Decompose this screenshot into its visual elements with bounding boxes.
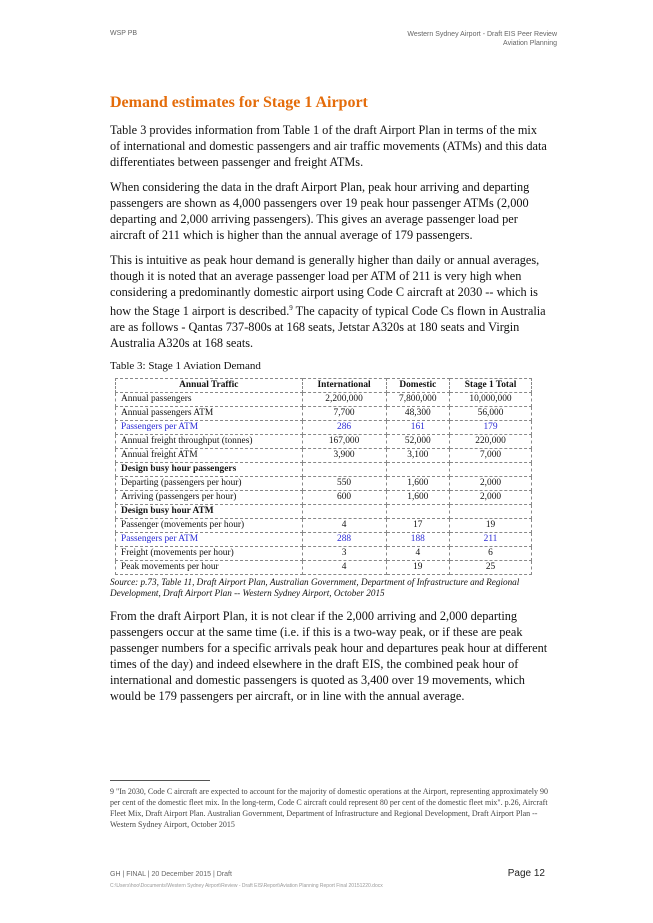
table-cell-total: 10,000,000	[450, 393, 532, 407]
paragraph-3	[110, 252, 550, 351]
table-cell-domestic: 161	[386, 421, 450, 435]
table-row	[116, 421, 532, 435]
table-cell-domestic: 1,600	[386, 491, 450, 505]
table-row-label: Freight (movements per hour)	[116, 547, 303, 561]
table-cell-domestic: 4	[386, 547, 450, 561]
table-row	[116, 491, 532, 505]
table-row-label: Arriving (passengers per hour)	[116, 491, 303, 505]
table-cell-international: 4	[302, 561, 386, 575]
table-row	[116, 477, 532, 491]
main-content	[110, 94, 550, 713]
table-cell-total: 220,000	[450, 435, 532, 449]
paragraph-3-after: The capacity of typical Code Cs flown in Australia are as follows - Qantas 737-800s at 168 seats, Jetstar A320s at 180 seats and Virgin Australia A320s at 168 seats.	[110, 304, 546, 351]
table-cell-domestic: 1,600	[386, 477, 450, 491]
table-cell-total: 19	[450, 519, 532, 533]
table-header-row	[116, 379, 532, 393]
table-row	[116, 393, 532, 407]
table-empty-cell	[302, 505, 386, 519]
table-row-label: Departing (passengers per hour)	[116, 477, 303, 491]
footnote-9: 9 "In 2030, Code C aircraft are expected to account for the majority of domestic operations at the Airport, representing approximately 90 per cent of the domestic fleet mix. In the long-term, Code C aircraft could represent 80 per cent of the domestic fleet mix". p.26, Aircraft Fleet Mix, Draft Airport Plan. Australian Government, Department of Infrastructure and Regional Development, Draft Airport Plan -- Western Sydney Airport, October 2015	[110, 787, 549, 829]
table-cell-total: 2,000	[450, 477, 532, 491]
table-cell-international: 550	[302, 477, 386, 491]
table-row-label: Peak movements per hour	[116, 561, 303, 575]
footer-file-path: C:\Users\hoo\Documents\Western Sydney Airport\Review - Draft EIS\Report\Aviation Planning Report Final 20151220.docx	[110, 883, 383, 889]
col-header-annual-traffic: Annual Traffic	[116, 379, 303, 393]
header-right	[407, 30, 557, 48]
col-header-stage1-total: Stage 1 Total	[450, 379, 532, 393]
table-cell-domestic: 188	[386, 533, 450, 547]
table-row	[116, 435, 532, 449]
table-row	[116, 533, 532, 547]
table-cell-international: 600	[302, 491, 386, 505]
table-cell-domestic: 3,100	[386, 449, 450, 463]
header-right-line1: Western Sydney Airport - Draft EIS Peer Review	[407, 31, 557, 38]
table-row	[116, 407, 532, 421]
header-right-line2: Aviation Planning	[503, 40, 557, 47]
table-cell-domestic: 7,800,000	[386, 393, 450, 407]
paragraph-3-before: This is intuitive as peak hour demand is generally higher than daily or annual averages, though it is noted that an average passenger load per ATM of 211 is very high when considering a predominantly domestic airport using Code C aircraft at 2030 -- which is how the Stage 1 airport is described.	[110, 253, 540, 319]
table-cell-international: 286	[302, 421, 386, 435]
table-row	[116, 449, 532, 463]
table-cell-total: 7,000	[450, 449, 532, 463]
table-cell-international: 288	[302, 533, 386, 547]
table-section-label: Design busy hour ATM	[116, 505, 303, 519]
table-caption: Table 3: Stage 1 Aviation Demand	[110, 360, 261, 373]
table-cell-international: 4	[302, 519, 386, 533]
table-cell-international: 3	[302, 547, 386, 561]
table-row	[116, 463, 532, 477]
table-row-label: Passengers per ATM	[116, 533, 303, 547]
paragraph-4: From the draft Airport Plan, it is not clear if the 2,000 arriving and 2,000 departing passengers occur at the same time (i.e. if this is a two-way peak, or if these are peak passenger numbers for a specific arrivals peak hour and departures peak hour at different times of the day) and indeed elsewhere in the draft EIS, the combined peak hour of international and domestic passengers is quoted as 3,400 over 19 movements, which would be 179 passengers per aircraft, or in line with the annual average.	[110, 609, 548, 704]
table-row	[116, 561, 532, 575]
table-cell-total: 6	[450, 547, 532, 561]
table-row	[116, 547, 532, 561]
table-empty-cell	[386, 463, 450, 477]
table-source: Source: p.73, Table 11, Draft Airport Plan, Australian Government, Department of Infrastructure and Regional Development, Draft Airport Plan -- Western Sydney Airport, October 2015	[110, 577, 520, 599]
table-cell-international: 3,900	[302, 449, 386, 463]
table-row	[116, 505, 532, 519]
table-cell-international: 2,200,000	[302, 393, 386, 407]
table-cell-international: 167,000	[302, 435, 386, 449]
paragraph-2: When considering the data in the draft Airport Plan, peak hour arriving and departing passengers are shown as 4,000 passengers over 19 peak hour passenger ATMs (2,000 departing and 2,000 arriving passengers). This gives an average passenger load per aircraft of 211 which is higher than the annual average of 179 passengers.	[110, 180, 530, 242]
table-cell-total: 179	[450, 421, 532, 435]
table-empty-cell	[302, 463, 386, 477]
table-row-label: Annual passengers ATM	[116, 407, 303, 421]
table-row-label: Annual passengers	[116, 393, 303, 407]
table-cell-total: 25	[450, 561, 532, 575]
table-empty-cell	[386, 505, 450, 519]
page-number: Page 12	[507, 868, 545, 879]
table-row-label: Passengers per ATM	[116, 421, 303, 435]
table-cell-international: 7,700	[302, 407, 386, 421]
table-cell-total: 211	[450, 533, 532, 547]
table-row-label: Annual freight throughput (tonnes)	[116, 435, 303, 449]
table-row-label: Annual freight ATM	[116, 449, 303, 463]
footnote-ref[interactable]: 9	[289, 304, 293, 312]
table-empty-cell	[450, 505, 532, 519]
table-cell-total: 56,000	[450, 407, 532, 421]
table-body	[116, 393, 532, 575]
table-cell-domestic: 52,000	[386, 435, 450, 449]
table-row	[116, 519, 532, 533]
table-cell-total: 2,000	[450, 491, 532, 505]
col-header-international: International	[302, 379, 386, 393]
table-cell-domestic: 17	[386, 519, 450, 533]
col-header-domestic: Domestic	[386, 379, 450, 393]
table-section-label: Design busy hour passengers	[116, 463, 303, 477]
aviation-demand-table	[115, 378, 532, 575]
footer-left: GH | FINAL | 20 December 2015 | Draft	[110, 871, 232, 878]
table-cell-domestic: 48,300	[386, 407, 450, 421]
table-cell-domestic: 19	[386, 561, 450, 575]
table-empty-cell	[450, 463, 532, 477]
section-heading: Demand estimates for Stage 1 Airport	[110, 94, 368, 111]
header-left: WSP PB	[110, 30, 138, 37]
paragraph-1: Table 3 provides information from Table 1 of the draft Airport Plan in terms of the mix of international and domestic passengers and air traffic movements (ATMs) and this data differentiates between passenger and freight ATMs.	[110, 123, 547, 169]
footnote-divider	[110, 780, 210, 781]
table-row-label: Passenger (movements per hour)	[116, 519, 303, 533]
